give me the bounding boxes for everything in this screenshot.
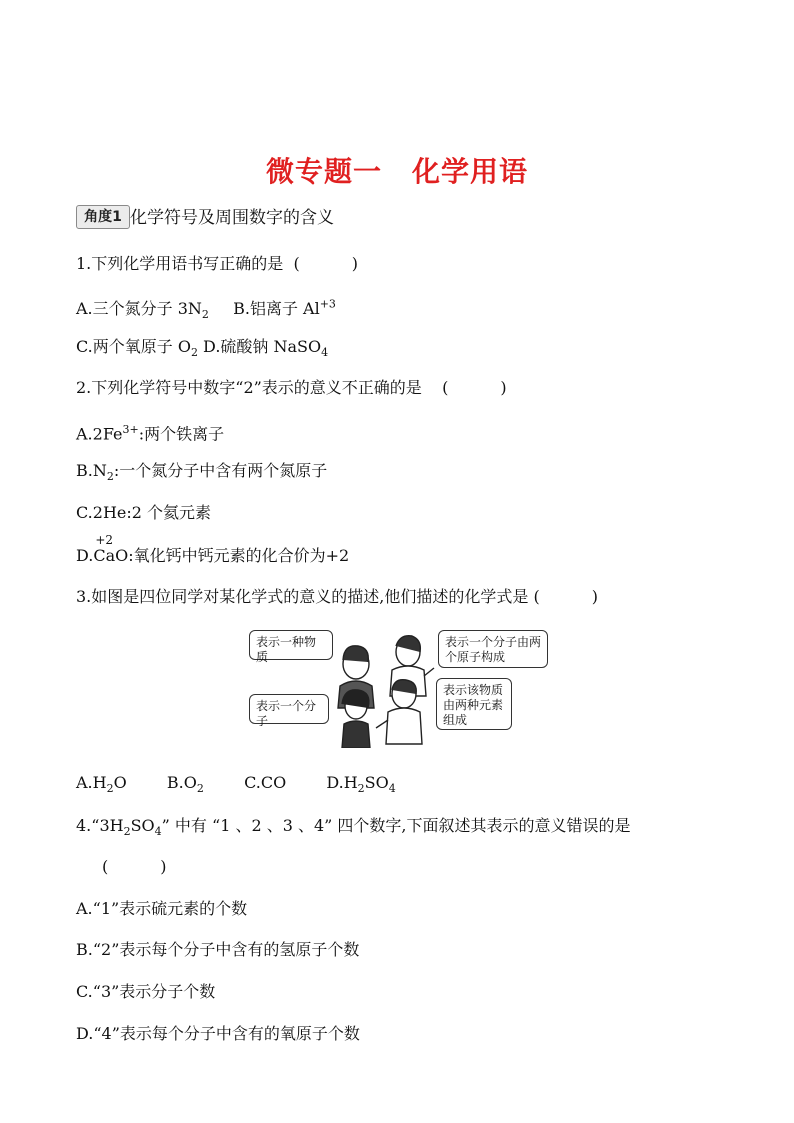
bubble-one-substance: 表示一种物质 — [249, 630, 333, 660]
q4-stem: $4.“3H_2SO_4$” 中有 “1 、2 、3 、4” 四个数字,下面叙述其表示的意义错误的是 — [76, 816, 631, 839]
q2-option-d: D. +2 CaO:氧化钙中钙元素的化合价为+2 — [76, 544, 349, 568]
q4-answer-paren: ( ) — [102, 857, 167, 876]
q3-option-a: $A.H_2O$ — [76, 773, 127, 796]
section-heading: 化学符号及周围数字的含义 — [130, 208, 334, 228]
q1-option-c: C.两个氧原子 $O_2$ — [76, 337, 198, 360]
q4-option-d: D.“4”表示每个分子中含有的氧原子个数 — [76, 1024, 360, 1043]
q3-option-c: C.CO — [244, 773, 287, 792]
q2-stem: 2.下列化学符号中数字“2”表示的意义不正确的是 ( ) — [76, 378, 507, 397]
student-bottom-left — [342, 690, 370, 748]
q4-option-a: A.“1”表示硫元素的个数 — [76, 899, 248, 918]
q1-option-b: B.铝离子 $Al^{+3}$ — [233, 298, 336, 319]
student-bottom-right — [376, 680, 422, 744]
q1-options-ab — [76, 293, 336, 328]
q3-option-d: $D.H_2SO_4$ — [326, 773, 396, 796]
q2-option-a: $A.2Fe^{3+}$:两个铁离子 — [76, 423, 225, 444]
q4-option-b: B.“2”表示每个分子中含有的氢原子个数 — [76, 940, 360, 959]
title-part2: 化学用语 — [412, 155, 529, 188]
q3-options — [76, 771, 396, 801]
q4-option-c: C.“3”表示分子个数 — [76, 982, 216, 1001]
q3-option-b: $B.O_2$ — [166, 773, 204, 796]
q2-option-c: C.2He:2 个氦元素 — [76, 503, 212, 522]
q2-option-b: $B.N_2$:一个氮分子中含有两个氮原子 — [76, 461, 328, 484]
page-title — [0, 150, 794, 190]
bubble-two-elements: 表示该物质由两种元素组成 — [436, 678, 512, 730]
q3-stem: 3.如图是四位同学对某化学式的意义的描述,他们描述的化学式是 ( ) — [76, 587, 598, 606]
section-badge: 角度1 — [76, 205, 130, 229]
bubble-two-atoms: 表示一个分子由两个原子构成 — [438, 630, 548, 668]
title-part1: 微专题一 — [265, 155, 382, 188]
valence-mark: +2 — [95, 533, 114, 547]
students-figure — [244, 624, 554, 748]
q1-stem: 1.下列化学用语书写正确的是 ( ) — [76, 254, 358, 273]
q1-options-cd — [76, 335, 328, 365]
q1-option-a: A.三个氮分子 $3N_2$ — [76, 299, 209, 322]
q1-option-d: D.硫酸钠 NaSO$_4$ — [197, 337, 329, 360]
bubble-one-molecule: 表示一个分子 — [249, 694, 329, 724]
